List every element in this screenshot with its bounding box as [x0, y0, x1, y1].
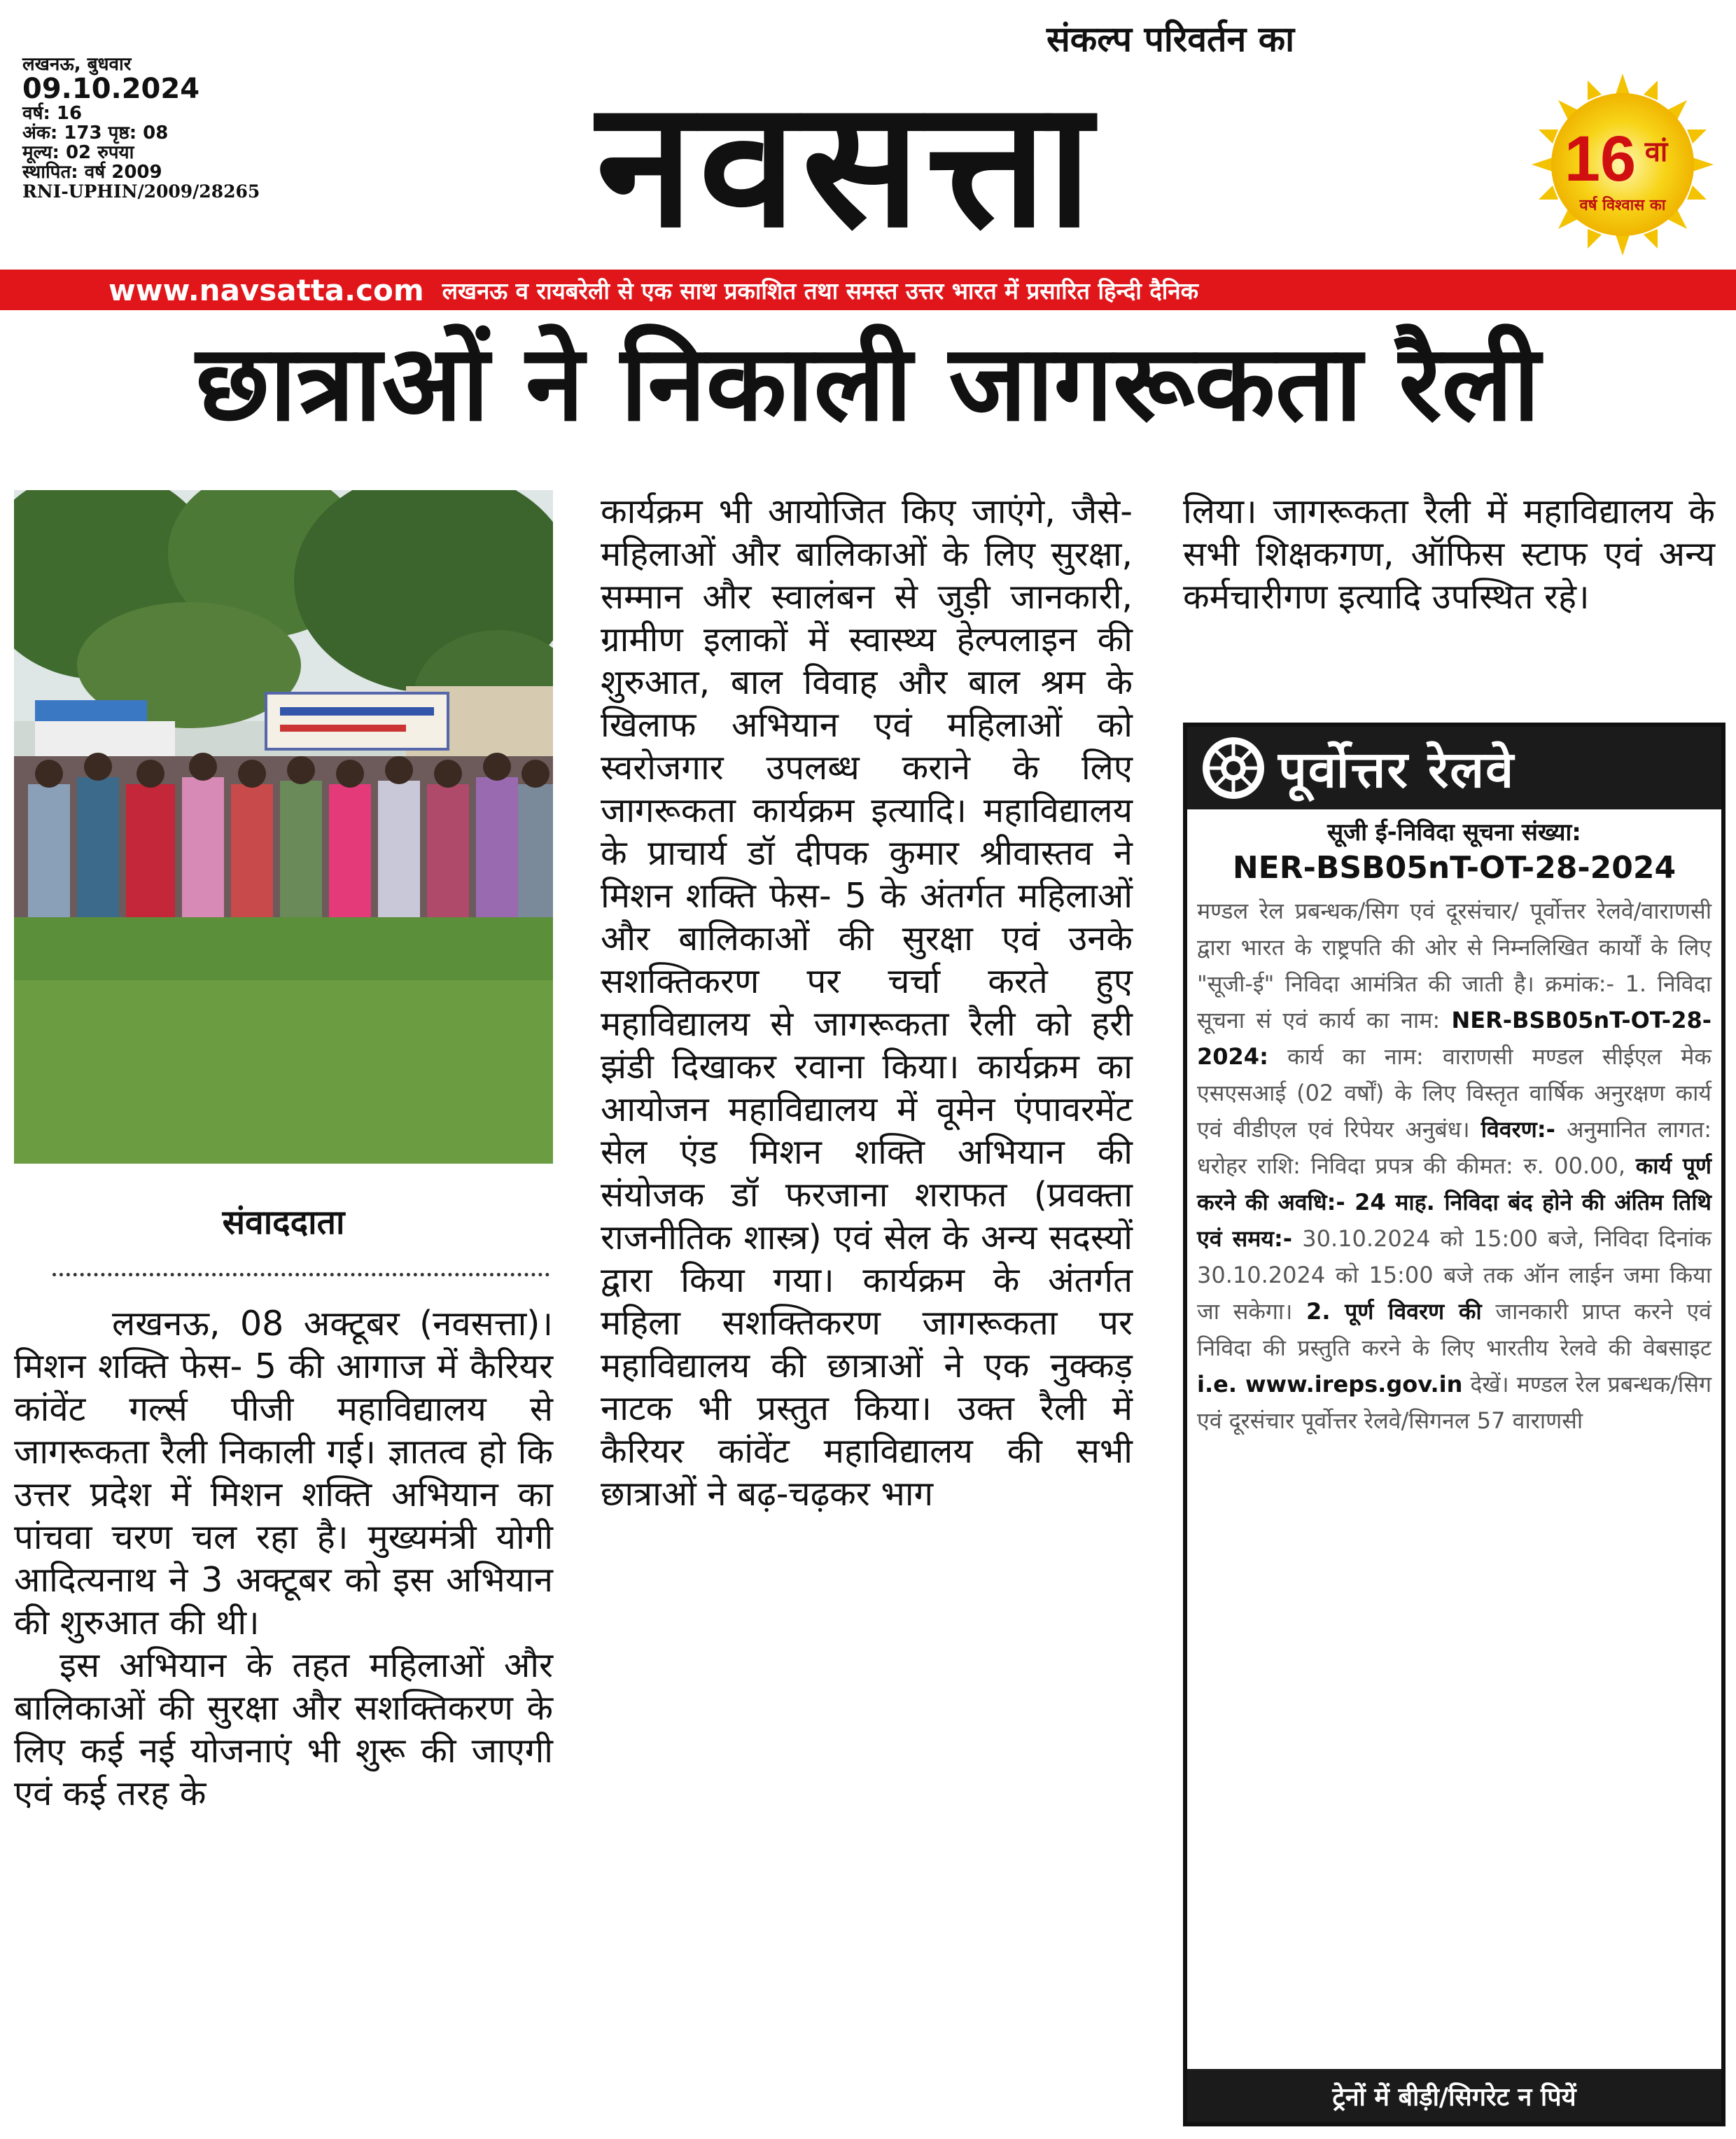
advert-header — [1187, 727, 1721, 809]
tender-reference-inline: NER-BSB05nT-OT-28-2024: — [1197, 1007, 1712, 1070]
advert-text: मण्डल रेल प्रबन्धक/सिग एवं दूरसंचार/ पूर्वोत्तर रेलवे/वाराणसी द्वारा भारत के राष्ट्रपति की ओर से निम्नलिखित कार्यों के लिए "सूजी-ई" निविदा आमंत्रित की जाती है। क्रमांक:- 1. निविदा सूचना सं एवं कार्य का नाम: — [1197, 898, 1712, 1033]
advert-subtitle: सूजी ई-निविदा सूचना संख्या: — [1327, 818, 1581, 846]
issue-number: अंक: 173 पृष्ठ: 08 — [22, 123, 169, 144]
article-column-3 — [1183, 490, 1715, 618]
article-headline: छात्राओं ने निकाली जागरूकता रैली — [195, 323, 1541, 445]
advert-footer: ट्रेनों में बीड़ी/सिगरेट न पियें — [1187, 2069, 1721, 2122]
masthead-tagline: संकल्प परिवर्तन का — [1046, 19, 1295, 60]
advert-text: 30.10.2024 को 15:00 बजे, निविदा दिनांक 30.10.2024 को 15:00 बजे तक ऑन लाईन जमा किया जा सकेगा। — [1197, 1225, 1712, 1325]
advert-title: पूर्वोत्तर रेलवे — [1278, 740, 1516, 799]
advert-body — [1187, 893, 1721, 1439]
badge-number: 16 — [1564, 123, 1637, 195]
established-year: स्थापित: वर्ष 2009 — [22, 162, 162, 183]
rally-photo — [14, 490, 553, 1164]
advert-text: अनुमानित लागत: धरोहर राशि: निविदा प्रपत्र की कीमत: रु. 00.00, — [1197, 1116, 1712, 1179]
website-bar — [0, 270, 1736, 310]
byline: संवाददाता — [222, 1203, 345, 1242]
dateline-city: लखनऊ, बुधवार — [22, 54, 132, 75]
publication-description: लखनऊ व रायबरेली से एक साथ प्रकाशित तथा समस्त उत्तर भारत में प्रसारित हिन्दी दैनिक — [442, 277, 1198, 305]
article-column-1 — [14, 1302, 553, 1815]
rni-number: RNI-UPHIN/2009/28265 — [22, 181, 260, 202]
article-paragraph: लखनऊ, 08 अक्टूबर (नवसत्ता)। मिशन शक्ति फेस- 5 की आगाज में कैरियर कांवेंट गर्ल्स पीजी महाविद्यालय से जागरूकता रैली निकाली गई। ज्ञातत्व हो कि उत्तर प्रदेश में मिशन शक्ति अभियान का पांचवा चरण चल रहा है। मुख्यमंत्री योगी आदित्यनाथ ने 3 अक्टूबर को इस अभियान की शुरुआत की थी। — [14, 1304, 553, 1643]
advert-text: देखें। मण्डल रेल प्रबन्धक/सिग एवं दूरसंचार पूर्वोत्तर रेलवे/सिगनल 57 वाराणसी — [1197, 1371, 1712, 1434]
article-paragraph: कार्यक्रम भी आयोजित किए जाएंगे, जैसे- महिलाओं और बालिकाओं के लिए सुरक्षा, सम्मान और स्वालंबन से जुड़ी जानकारी, ग्रामीण इलाकों में स्वास्थ्य हेल्पलाइन की शुरुआत, बाल विवाह और बाल श्रम के खिलाफ अभियान एवं महिलाओं को स्वरोजगार उपलब्ध कराने के लिए जागरूकता कार्यक्रम इत्यादि। महाविद्यालय के प्राचार्य डॉ दीपक कुमार श्रीवास्तव ने मिशन शक्ति फेस- 5 के अंतर्गत महिलाओं और बालिकाओं की सुरक्षा एवं उनके सशक्तिकरण पर चर्चा करते हुए महाविद्यालय से जागरूकता रैली को हरी झंडी दिखाकर रवाना किया। कार्यक्रम का आयोजन महाविद्यालय में वूमेन एंपावरमेंट सेल एंड मिशन शक्ति अभियान की संयोजक डॉ फरजाना शराफत (प्रवक्ता राजनीतिक शास्त्र) एवं सेल के अन्य सदस्यों द्वारा किया गया। कार्यक्रम के अंतर्गत महिला सशक्तिकरण जागरूकता पर महाविद्यालय की छात्राओं ने एक नुक्कड़ नाटक भी प्रस्तुत किया। उक्त रैली में कैरियर कांवेंट महाविद्यालय की सभी छात्राओं ने बढ़-चढ़कर भाग — [601, 492, 1133, 1514]
article-paragraph: लिया। जागरूकता रैली में महाविद्यालय के सभी शिक्षकगण, ऑफिस स्टाफ एवं अन्य कर्मचारीगण इत्यादि उपस्थित रहे। — [1183, 492, 1715, 617]
article-column-2 — [601, 490, 1133, 1515]
railway-logo-icon — [1200, 734, 1267, 802]
badge-text: वर्ष विश्वास का — [1579, 197, 1666, 214]
anniversary-badge — [1518, 70, 1728, 259]
group-photo-image — [14, 490, 553, 1164]
issue-year: वर्ष: 16 — [22, 103, 83, 124]
byline-divider — [52, 1273, 550, 1276]
issue-date: 09.10.2024 — [22, 73, 200, 105]
advert-label: 2. पूर्ण विवरण की — [1306, 1298, 1482, 1325]
advert-text: कार्य का नाम: वाराणसी मण्डल सीईएल मेक एसएसआई (02 वर्षों) के लिए विस्तृत वार्षिक अनुरक्षण कार्य एवं वीडीएल एवं रिपेयर अनुबंध। — [1197, 1043, 1712, 1143]
advert-label: विवरण:- — [1480, 1116, 1555, 1143]
issue-price: मूल्य: 02 रुपया — [22, 142, 134, 163]
advert-website-link[interactable]: i.e. www.ireps.gov.in — [1197, 1371, 1463, 1398]
advert-label: कार्य पूर्ण करने की अवधि:- 24 माह. निविदा बंद होने की अंतिम तिथि एवं समय:- — [1197, 1152, 1712, 1252]
railway-tender-advert — [1183, 723, 1726, 2126]
sunburst-badge-icon — [1518, 70, 1728, 259]
advert-text: जानकारी प्राप्त करने एवं निविदा की प्रस्तुति करने के लिए भारतीय रेलवे की वेबसाइट — [1197, 1298, 1712, 1361]
tender-reference: NER-BSB05nT-OT-28-2024 — [1232, 850, 1676, 886]
issue-metadata — [22, 55, 260, 202]
badge-suffix: वां — [1644, 136, 1668, 168]
newspaper-name: नवसत्ता — [596, 62, 1098, 266]
website-link[interactable]: www.navsatta.com — [108, 272, 424, 307]
article-paragraph: इस अभियान के तहत महिलाओं और बालिकाओं की सुरक्षा और सशक्तिकरण के लिए कई नई योजनाएं भी शुरू की जाएगी एवं कई तरह के — [14, 1645, 553, 1813]
